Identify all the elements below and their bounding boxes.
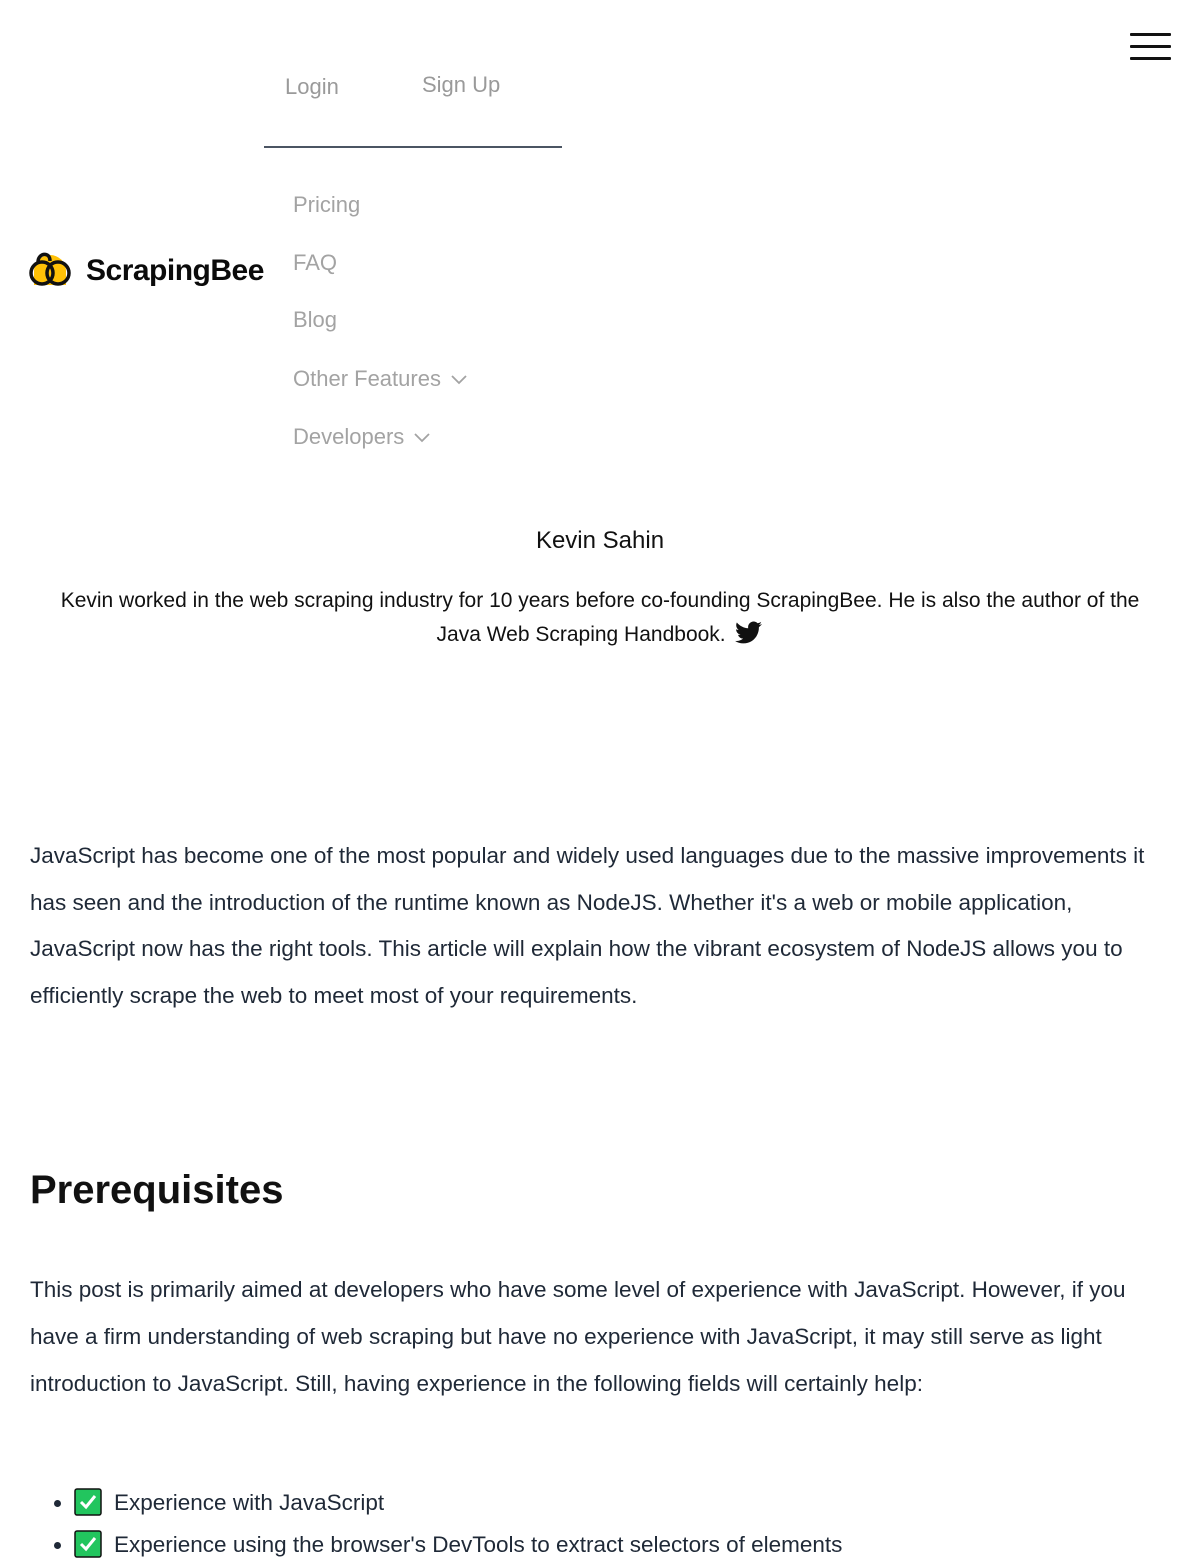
bee-logo-icon: [28, 249, 72, 293]
author-bio: Kevin worked in the web scraping industry for 10 years before co-founding ScrapingBee. He is also the author of the Java Web Scraping Handbook.: [60, 589, 1140, 646]
logo[interactable]: [28, 249, 264, 293]
nav-item-developers[interactable]: [293, 424, 430, 450]
article-intro: JavaScript has become one of the most popular and widely used languages due to the massive improvements it has seen and the introduction of the runtime known as NodeJS. Whether it's a web or mobile application, JavaScript now has the right tools. This article will explain how the vibrant ecosystem of NodeJS allows you to efficiently scrape the web to meet most of your requirements.: [30, 843, 1145, 1008]
list-item-text: Experience using the browser's DevTools to extract selectors of elements: [114, 1532, 843, 1557]
nav-item-blog[interactable]: [293, 307, 337, 333]
nav-item-label: Pricing: [293, 192, 361, 217]
list-item: [74, 1482, 842, 1524]
chevron-down-icon: [451, 373, 467, 385]
section-heading-prerequisites: Prerequisites: [30, 1168, 284, 1212]
nav-item-label: Other Features: [293, 366, 441, 391]
nav-item-other-features[interactable]: [293, 366, 467, 392]
logo-text: ScrapingBee: [86, 254, 264, 287]
nav-item-faq[interactable]: [293, 250, 337, 276]
hamburger-menu-icon[interactable]: [1130, 30, 1171, 64]
author-name: Kevin Sahin: [535, 527, 665, 551]
check-mark-button-icon: [74, 1488, 102, 1516]
nav-divider: [264, 146, 562, 148]
login-link[interactable]: Login: [285, 74, 339, 99]
list-item: [74, 1524, 842, 1566]
check-mark-button-icon: [74, 1530, 102, 1558]
chevron-down-icon: [414, 431, 430, 443]
nav-item-label: Blog: [293, 307, 338, 332]
signup-link[interactable]: Sign Up: [422, 72, 501, 97]
list-item-text: Experience with JavaScript: [114, 1490, 385, 1515]
nav-item-label: Developers: [293, 424, 405, 449]
prerequisites-list: [30, 1482, 842, 1566]
prerequisites-paragraph: This post is primarily aimed at developers who have some level of experience with JavaScript. However, if you have a firm understanding of web scraping but have no experience with JavaScript, it may still serve as light introduction to JavaScript. Still, having experience in the following fields will certainly help:: [30, 1277, 1126, 1396]
nav-item-pricing[interactable]: [293, 192, 360, 218]
twitter-icon[interactable]: [735, 621, 763, 645]
nav-item-label: FAQ: [293, 250, 338, 275]
